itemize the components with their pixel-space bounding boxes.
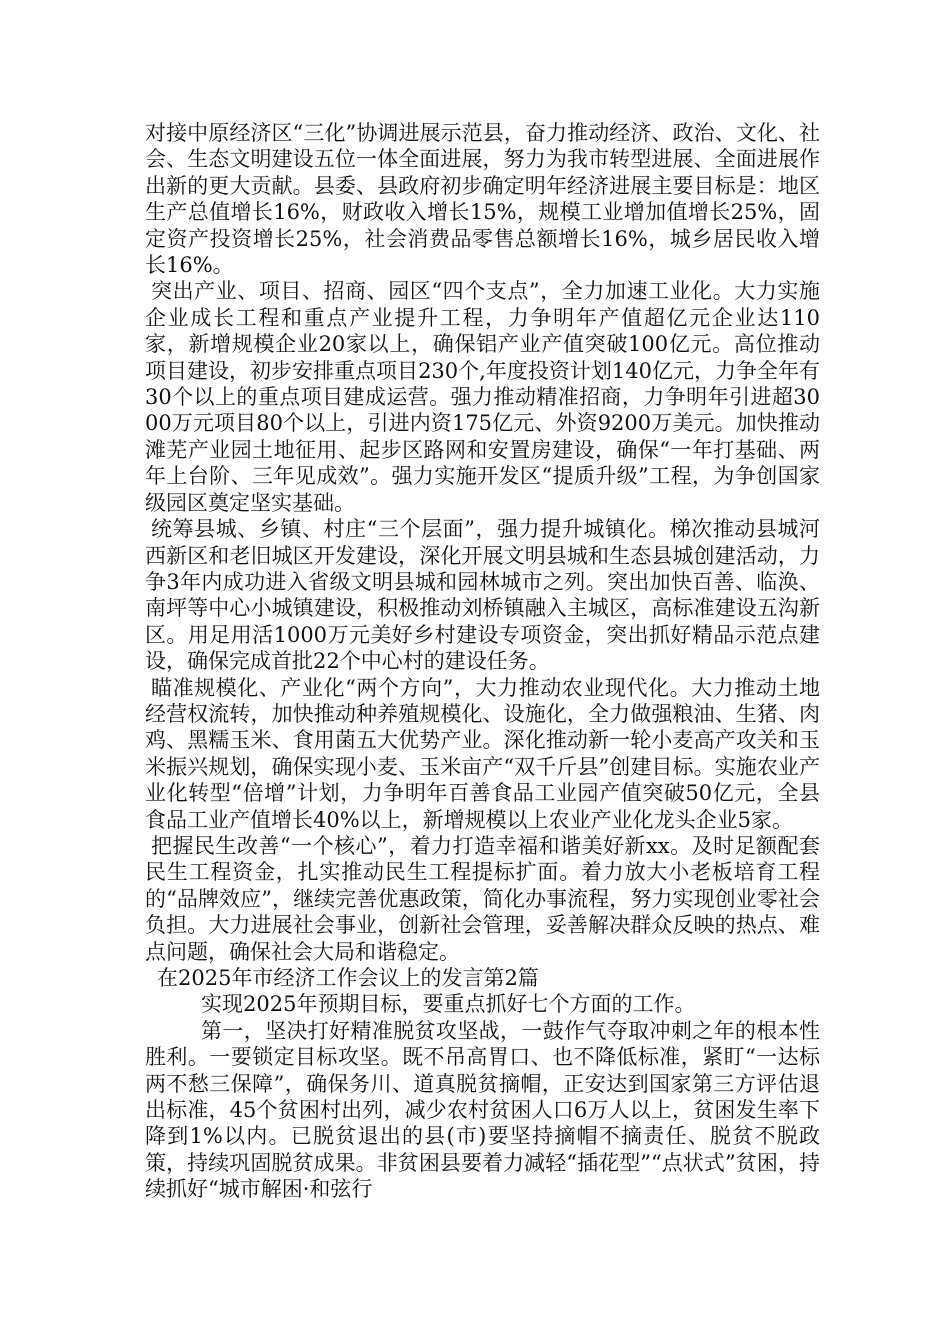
document-page xyxy=(145,120,820,1203)
section-title: 在2025年市经济工作会议上的发言第2篇 xyxy=(157,966,539,990)
paragraph-poverty-alleviation: 第一，坚决打好精准脱贫攻坚战，一鼓作气夺取冲刺之年的根本性胜利。一要锁定目标攻坚。既不吊高胃口、也不降低标准，紧盯“一达标两不愁三保障”，确保务川、道真脱贫摘帽，正安达到国家第三方评估退出标准，45个贫困村出列，减少农村贫困人口6万人以上，贫困发生率下降到1%以内。已脱贫退出的县(市)要坚持摘帽不摘责任、脱贫不脱政策，持续巩固脱贫成果。非贫困县要着力减轻“插花型”“点状式”贫困，持续抓好“城市解困·和弦行 xyxy=(145,1018,820,1202)
paragraph-agriculture: 瞄准规模化、产业化“两个方向”，大力推动农业现代化。大力推动土地经营权流转，加快推动种养殖规模化、设施化，全力做强粮油、生猪、肉鸡、黑糯玉米、食用菌五大优势产业。深化推动新一轮小麦高产攻关和玉米振兴规划，确保实现小麦、玉米亩产“双千斤县”创建目标。实施农业产业化转型“倍增”计划，力争明年百善食品工业园产值突破50亿元，全县食品工业产值增长40%以上，新增规模以上农业产业化龙头企业5家。 xyxy=(145,675,820,832)
paragraph-industrialization: 突出产业、项目、招商、园区“四个支点”，全力加速工业化。大力实施企业成长工程和重点产业提升工程，力争明年产值超亿元企业达110 家，新增规模企业20家以上，确保铝产业产值突破100亿元。高位推动项目建设，初步安排重点项目230个,年度投资计划140亿元，力争全年有30个以上的重点项目建成运营。强力推动精准招商，力争明年引进超3000万元项目80个以上，引进内资175亿元、外资9200万美元。加快推动滩芜产业园土地征用、起步区路网和安置房建设，确保“一年打基础、两年上台阶、三年见成效”。强力实施开发区“提质升级”工程，为争创国家级园区奠定坚实基础。 xyxy=(145,279,820,515)
paragraph-seven-tasks: 实现2025年预期目标，要重点抓好七个方面的工作。 xyxy=(201,992,696,1017)
paragraph-economic-targets: 对接中原经济区“三化”协调进展示范县，奋力推动经济、政治、文化、社会、生态文明建设五位一体全面进展，努力为我市转型进展、全面进展作出新的更大贡献。县委、县政府初步确定明年经济进展主要目标是：地区生产总值增长16%，财政收入增长15%，规模工业增加值增长25%，固定资产投资增长25%，社会消费品零售总额增长16%，城乡居民收入增长16%。 xyxy=(145,121,820,278)
paragraph-urbanization: 统筹县城、乡镇、村庄“三个层面”，强力提升城镇化。梯次推动县城河西新区和老旧城区开发建设，深化开展文明县城和生态县城创建活动，力争3年内成功进入省级文明县城和园林城市之列。突出加快百善、临涣、南坪等中心小城镇建设，积极推动刘桥镇融入主城区，高标准建设五沟新区。用足用活1000万元美好乡村建设专项资金，突出抓好精品示范点建设，确保完成首批22个中心村的建设任务。 xyxy=(145,517,820,674)
paragraph-livelihood: 把握民生改善“一个核心”，着力打造幸福和谐美好新xx。及时足额配套民生工程资金，扎实推动民生工程提标扩面。着力放大小老板培育工程的“品牌效应”，继续完善优惠政策，简化办事流程，努力实现创业零社会负担。大力进展社会事业，创新社会管理，妥善解决群众反映的热点、难点问题，确保社会大局和谐稳定。 xyxy=(145,833,820,964)
